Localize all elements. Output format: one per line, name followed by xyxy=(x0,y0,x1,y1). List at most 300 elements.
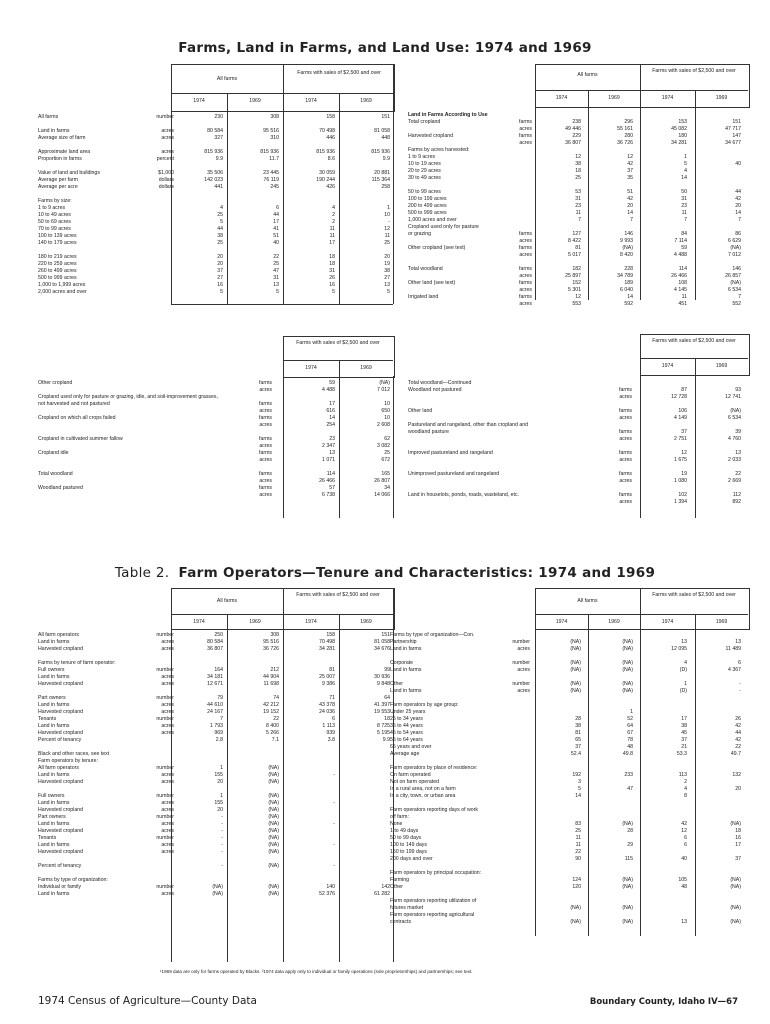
row-label: 260 to 499 acres xyxy=(38,268,77,274)
table-cell: 7 xyxy=(220,716,223,722)
table-cell: 9.9 xyxy=(215,156,223,162)
table-cell: (NA) xyxy=(622,884,633,890)
table-cell: 30 059 xyxy=(319,170,335,176)
row-label: Farm operators by principal occupation: xyxy=(390,870,482,876)
row-unit: farms xyxy=(519,119,532,125)
table-row xyxy=(38,135,393,142)
row-label: 100 to 199 acres xyxy=(408,196,447,202)
table-cell: 64 xyxy=(627,723,633,729)
table-cell: 61 282 xyxy=(374,891,390,897)
table-cell: 7 xyxy=(578,217,581,223)
table-cell: 38 xyxy=(575,723,581,729)
table-row xyxy=(38,856,393,863)
table-cell: 12 xyxy=(681,450,687,456)
table-row xyxy=(390,814,748,821)
table-row xyxy=(38,779,393,786)
header-farms-sales: Farms with sales of $2,500 and over xyxy=(297,70,381,76)
table-cell: 28 xyxy=(575,716,581,722)
table-cell: 12 xyxy=(681,828,687,834)
row-label: woodland pasture xyxy=(408,429,449,435)
table-cell: 45 082 xyxy=(671,126,687,132)
table-cell: 21 xyxy=(681,744,687,750)
table-cell: 86 xyxy=(735,231,741,237)
table-cell: (NA) xyxy=(268,772,279,778)
row-unit: acres xyxy=(161,849,174,855)
table-cell: 37 xyxy=(627,168,633,174)
table-cell: 17 xyxy=(273,219,279,225)
table-cell: 52 376 xyxy=(319,891,335,897)
page-title: Farms, Land in Farms, and Land Use: 1974 and 1969 xyxy=(178,40,592,56)
table-cell: 7.1 xyxy=(271,737,279,743)
table-row xyxy=(408,280,748,287)
table-cell: 14 xyxy=(575,793,581,799)
table-row xyxy=(390,667,748,674)
table-row xyxy=(38,674,393,681)
table-cell: 18 xyxy=(384,716,390,722)
row-label: Full owners xyxy=(38,667,65,673)
table-row xyxy=(38,716,393,723)
table-row xyxy=(38,142,393,149)
table-row xyxy=(38,436,393,443)
header-1974: 1974 xyxy=(305,98,317,104)
table-cell: (NA) xyxy=(730,821,741,827)
table-row xyxy=(390,870,748,877)
table-row xyxy=(38,646,393,653)
table-cell: 27 xyxy=(384,275,390,281)
table-cell: 1 793 xyxy=(210,723,223,729)
row-unit: number xyxy=(512,639,530,645)
table-cell: (NA) xyxy=(570,905,581,911)
table-cell: 25 xyxy=(217,212,223,218)
divider xyxy=(535,614,748,615)
row-label: Harvested cropland xyxy=(38,730,83,736)
row-label: Part owners xyxy=(38,814,66,820)
table-cell: 14 xyxy=(329,415,335,421)
table-row xyxy=(38,828,393,835)
table-cell: 7 114 xyxy=(674,238,687,244)
table-row xyxy=(390,863,748,870)
table-cell: 12 xyxy=(575,154,581,160)
table-cell: 308 xyxy=(270,114,279,120)
table-cell: 78 xyxy=(627,737,633,743)
table-row xyxy=(38,653,393,660)
table-row xyxy=(38,233,393,240)
table-cell: 192 xyxy=(572,772,581,778)
table-cell: (NA) xyxy=(268,891,279,897)
table-cell: 10 xyxy=(384,401,390,407)
table-cell: 115 364 xyxy=(371,177,390,183)
table-cell: (NA) xyxy=(622,681,633,687)
row-label: Other xyxy=(390,884,403,890)
row-label: Total cropland xyxy=(408,119,441,125)
row-label: Land in farms xyxy=(390,667,422,673)
divider xyxy=(535,90,748,91)
table-cell: 52 xyxy=(627,716,633,722)
table-cell: 11 xyxy=(681,294,687,300)
table-cell: 1 xyxy=(630,709,633,715)
table-cell: 49 446 xyxy=(565,126,581,132)
table-cell: 6 xyxy=(332,716,335,722)
table-row xyxy=(390,779,748,786)
table-cell: 22 xyxy=(735,471,741,477)
table-cell: 1 xyxy=(387,205,390,211)
table-row xyxy=(38,884,393,891)
row-unit: dollars xyxy=(158,184,174,190)
row-label: None xyxy=(390,821,403,827)
table-row xyxy=(390,674,748,681)
table-cell: 939 xyxy=(326,730,335,736)
table-row xyxy=(390,898,748,905)
row-unit: farms xyxy=(259,401,272,407)
table-row xyxy=(390,786,748,793)
table-cell: 14 066 xyxy=(374,492,390,498)
table-cell: 245 xyxy=(270,184,279,190)
table-cell: 12 xyxy=(384,226,390,232)
row-label: Pastureland and rangeland, other than cropland and xyxy=(408,422,528,428)
row-label: Harvested cropland xyxy=(38,709,83,715)
table-cell: (NA) xyxy=(570,667,581,673)
row-unit: acres xyxy=(259,443,272,449)
table-row xyxy=(38,667,393,674)
table-cell: 36 726 xyxy=(617,140,633,146)
row-label: Corporate xyxy=(390,660,414,666)
table-row xyxy=(390,723,748,730)
table-cell: 42 xyxy=(735,196,741,202)
table-cell: 158 xyxy=(326,114,335,120)
table-row xyxy=(390,709,748,716)
table-row xyxy=(408,259,748,266)
table-cell: 42 xyxy=(735,737,741,743)
table-cell: 815 936 xyxy=(260,149,279,155)
table-cell: 2 347 xyxy=(322,443,335,449)
row-label: Approximate land area xyxy=(38,149,91,155)
row-label: Land in farms xyxy=(390,688,422,694)
table-cell: 67 xyxy=(627,730,633,736)
table-row xyxy=(408,301,748,308)
header-farms-sales: Farms with sales of $2,500 and over xyxy=(296,340,380,346)
row-label: Harvested cropland xyxy=(38,681,83,687)
row-label: Other land (see text) xyxy=(408,280,456,286)
row-unit: number xyxy=(156,667,174,673)
table-cell: 6 xyxy=(684,842,687,848)
table-cell: 13 xyxy=(273,282,279,288)
row-label: not harvested and not pastured xyxy=(38,401,110,407)
row-unit: number xyxy=(156,835,174,841)
table-cell: (NA) xyxy=(570,639,581,645)
table2-title xyxy=(0,565,770,581)
row-label: 220 to 259 acres xyxy=(38,261,77,267)
table-cell: 37 xyxy=(575,744,581,750)
row-label: All farm operators xyxy=(38,632,79,638)
table-cell: 250 xyxy=(214,632,223,638)
table-cell: 80 584 xyxy=(207,639,223,645)
table-cell: 229 xyxy=(572,133,581,139)
row-label: or grazing xyxy=(408,231,432,237)
table-cell: 26 857 xyxy=(725,273,741,279)
table-cell: - xyxy=(333,821,335,827)
row-label: 180 to 219 acres xyxy=(38,254,77,260)
table-row xyxy=(38,807,393,814)
table-cell: 31 xyxy=(273,275,279,281)
row-label: Land in farms xyxy=(38,702,70,708)
table-cell: 12 728 xyxy=(671,394,687,400)
row-unit: acres xyxy=(519,273,532,279)
table-row xyxy=(38,212,393,219)
row-unit: acres xyxy=(259,408,272,414)
table-cell: 115 xyxy=(624,856,633,862)
row-unit: acres xyxy=(161,807,174,813)
header-1969: 1969 xyxy=(715,619,728,625)
table-cell: 146 xyxy=(732,266,741,272)
table-cell: - xyxy=(388,219,390,225)
row-unit: farms xyxy=(519,266,532,272)
row-unit: acres xyxy=(259,387,272,393)
table-row xyxy=(38,415,393,422)
row-label: Under 25 years xyxy=(390,709,426,715)
table-cell: 44 xyxy=(735,730,741,736)
row-unit: acres xyxy=(519,252,532,258)
table-row xyxy=(38,821,393,828)
table-cell: (NA) xyxy=(730,877,741,883)
table-row xyxy=(38,464,393,471)
table-cell: 1 113 xyxy=(322,723,335,729)
table-cell: (NA) xyxy=(268,779,279,785)
table-cell: 5 xyxy=(220,219,223,225)
row-unit: acres xyxy=(161,674,174,680)
row-unit: acres xyxy=(519,238,532,244)
table-cell: 258 xyxy=(381,184,390,190)
table-row xyxy=(408,450,748,457)
row-label: off farm: xyxy=(390,814,409,820)
table-row xyxy=(38,450,393,457)
table-cell: 228 xyxy=(624,266,633,272)
table-cell: (NA) xyxy=(622,688,633,694)
table-cell: 113 xyxy=(678,772,687,778)
table-cell: 81 xyxy=(329,667,335,673)
row-label: Cropland used only for pasture xyxy=(408,224,479,230)
table-cell: 42 xyxy=(681,821,687,827)
table-cell: 308 xyxy=(270,632,279,638)
table-row xyxy=(38,443,393,450)
table-cell: (NA) xyxy=(622,667,633,673)
table-cell: (NA) xyxy=(622,919,633,925)
table-cell: 14 xyxy=(735,210,741,216)
header-1969: 1969 xyxy=(360,98,372,104)
table-cell: 815 936 xyxy=(316,149,335,155)
table-cell: 4 xyxy=(684,168,687,174)
row-unit: acres xyxy=(259,422,272,428)
table-cell: 1 071 xyxy=(322,457,335,463)
row-label: Tenants xyxy=(38,716,57,722)
table-cell: 142 023 xyxy=(204,177,223,183)
table-cell: - xyxy=(221,863,223,869)
table-cell: 22 xyxy=(735,744,741,750)
row-unit: number xyxy=(156,632,174,638)
table-cell: 18 xyxy=(329,261,335,267)
table-row xyxy=(38,639,393,646)
table-row xyxy=(408,415,748,422)
table-cell: 7 012 xyxy=(377,387,390,393)
header-all-farms: All farms xyxy=(216,598,238,604)
row-label: Land in farms xyxy=(38,674,70,680)
table-cell: 99 xyxy=(384,667,390,673)
table-cell: 79 xyxy=(217,695,223,701)
row-label: Individual or family xyxy=(38,884,81,890)
table-cell: 34 677 xyxy=(725,140,741,146)
row-label: futures market xyxy=(390,905,424,911)
table-cell: 6 xyxy=(276,205,279,211)
table-cell: 87 xyxy=(681,387,687,393)
table-cell: (NA) xyxy=(268,800,279,806)
row-label: 1,000 to 1,999 acres xyxy=(38,282,86,288)
table-cell: 81 xyxy=(575,245,581,251)
table-cell: 426 xyxy=(326,184,335,190)
table-cell: 34 676 xyxy=(374,646,390,652)
table-row xyxy=(38,261,393,268)
divider xyxy=(393,64,394,304)
table-cell: 19 xyxy=(681,471,687,477)
row-unit: farms xyxy=(619,429,632,435)
table-cell: 441 xyxy=(214,184,223,190)
table-row xyxy=(408,287,748,294)
table-row xyxy=(38,492,393,499)
table-row xyxy=(408,387,748,394)
header-1974: 1974 xyxy=(555,95,568,101)
table-cell: 7 xyxy=(738,294,741,300)
table-cell: 12 xyxy=(575,294,581,300)
table-cell: 25 xyxy=(273,261,279,267)
row-label: Farms by type of organization: xyxy=(38,877,108,883)
table-cell: (NA) xyxy=(570,681,581,687)
row-unit: farms xyxy=(519,245,532,251)
table-cell: 12 671 xyxy=(207,681,223,687)
header-1974: 1974 xyxy=(661,95,674,101)
table-cell: 26 466 xyxy=(671,273,687,279)
header-1974: 1974 xyxy=(305,619,317,625)
table-row xyxy=(390,737,748,744)
table-cell: 310 xyxy=(270,135,279,141)
row-unit: number xyxy=(156,793,174,799)
table-cell: 29 xyxy=(627,842,633,848)
row-label: 65 years and over xyxy=(390,744,432,750)
table-row xyxy=(38,891,393,898)
row-label: All farms xyxy=(38,114,59,120)
table-cell: 6 040 xyxy=(620,287,633,293)
header-1969: 1969 xyxy=(249,98,261,104)
table-cell: 36 726 xyxy=(263,646,279,652)
table-cell: 4 145 xyxy=(674,287,687,293)
table-cell: 140 xyxy=(326,884,335,890)
table-cell: 41 xyxy=(273,226,279,232)
table-row xyxy=(38,758,393,765)
table-cell: 1 xyxy=(220,765,223,771)
t1-right-body-2 xyxy=(408,380,748,506)
row-label: Land in farms xyxy=(38,800,70,806)
table-row xyxy=(38,688,393,695)
row-unit: acres xyxy=(161,702,174,708)
table-cell: 38 xyxy=(217,233,223,239)
table-cell: 112 xyxy=(732,492,741,498)
table-cell: 147 xyxy=(732,133,741,139)
divider xyxy=(171,614,393,615)
table-cell: 280 xyxy=(624,133,633,139)
row-label: Other cropland xyxy=(38,380,73,386)
table-cell: - xyxy=(333,772,335,778)
table-cell: 34 789 xyxy=(617,273,633,279)
table-cell: 451 xyxy=(678,301,687,307)
table-cell: 42 212 xyxy=(263,702,279,708)
table-row xyxy=(38,205,393,212)
table-cell: 1 675 xyxy=(674,457,687,463)
row-unit: acres xyxy=(259,492,272,498)
table-cell: (D) xyxy=(679,688,687,694)
table-cell: 120 xyxy=(572,884,581,890)
row-unit: acres xyxy=(161,842,174,848)
row-label: Not on farm operated xyxy=(390,779,440,785)
table-cell: 7 xyxy=(738,217,741,223)
table-cell: 8 422 xyxy=(568,238,581,244)
table-cell: 40 xyxy=(681,856,687,862)
table-cell: 13 xyxy=(384,282,390,288)
table-row xyxy=(38,289,393,296)
table-row xyxy=(408,210,748,217)
row-label: Farm operators reporting agricultural xyxy=(390,912,475,918)
table-cell: 10 xyxy=(384,212,390,218)
table-row xyxy=(390,849,748,856)
row-label: Land in farms xyxy=(38,891,70,897)
table-cell: (NA) xyxy=(730,245,741,251)
table-row xyxy=(38,723,393,730)
row-label: 1 to 9 acres xyxy=(408,154,436,160)
table-cell: 19 xyxy=(384,261,390,267)
table-cell: 17 xyxy=(329,401,335,407)
row-label: Other xyxy=(390,681,403,687)
row-label: Unimproved pastureland and rangeland xyxy=(408,471,500,477)
row-unit: acres xyxy=(517,688,530,694)
row-unit: number xyxy=(512,681,530,687)
table-cell: 233 xyxy=(624,772,633,778)
row-label: Farm operators by place of residence: xyxy=(390,765,478,771)
table-cell: 62 xyxy=(384,436,390,442)
table-cell: 17 xyxy=(735,842,741,848)
table-cell: 14 xyxy=(627,210,633,216)
table-row xyxy=(390,639,748,646)
divider xyxy=(640,358,748,359)
table-row xyxy=(408,408,748,415)
table-cell: (NA) xyxy=(730,408,741,414)
header-farms-sales: Farms with sales of $2,500 and over xyxy=(652,592,736,598)
table-row xyxy=(38,128,393,135)
table-cell: 84 xyxy=(681,231,687,237)
table-cell: 20 xyxy=(384,254,390,260)
table-cell: 24 167 xyxy=(207,709,223,715)
row-label: Other cropland (see text) xyxy=(408,245,466,251)
row-label: Land in farms xyxy=(38,723,70,729)
table-cell: 4 xyxy=(220,205,223,211)
table-row xyxy=(390,856,748,863)
row-unit: acres xyxy=(259,478,272,484)
row-label: 50 to 99 acres xyxy=(408,189,441,195)
header-1969: 1969 xyxy=(608,619,620,625)
table-row xyxy=(390,765,748,772)
table-cell: 153 xyxy=(678,119,687,125)
table-cell: 254 xyxy=(326,422,335,428)
table-cell: (NA) xyxy=(570,688,581,694)
row-label: Total woodland xyxy=(38,471,73,477)
table-cell: 26 xyxy=(329,275,335,281)
table-row xyxy=(38,485,393,492)
table-cell: 552 xyxy=(732,301,741,307)
